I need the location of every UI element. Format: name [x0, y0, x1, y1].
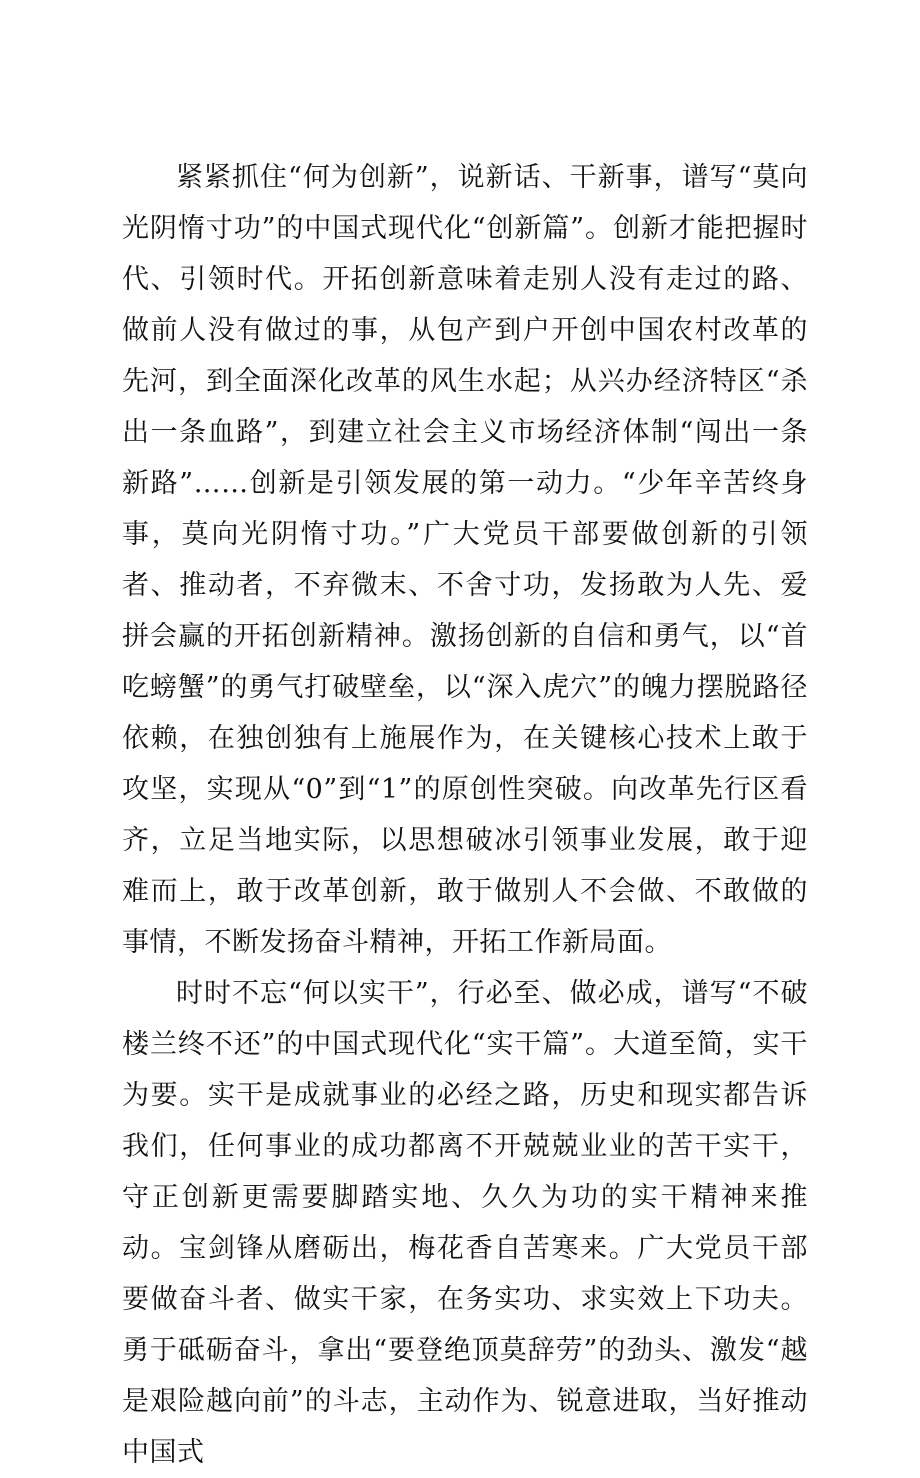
paragraph-hard-work: 时时不忘“何以实干”，行必至、做必成，谱写“不破楼兰终不还”的中国式现代化“实干篇”。大道至简，实干为要。实干是成就事业的必经之路，历史和现实都告诉我们，任何事业的成功都离不开兢兢业业的苦干实干，守正创新更需要脚踏实地、久久为功的实干精神来推动。宝剑锋从磨砺出，梅花香自苦寒来。广大党员干部要做奋斗者、做实干家，在务实功、求实效上下功夫。勇于砥砺奋斗，拿出“要登绝顶莫辞劳”的劲头、激发“越是艰险越向前”的斗志，主动作为、锐意进取，当好推动中国式: [122, 978, 808, 1468]
paragraph-innovation: 紧紧抓住“何为创新”，说新话、干新事，谱写“莫向光阴惰寸功”的中国式现代化“创新篇”。创新才能把握时代、引领时代。开拓创新意味着走别人没有走过的路、做前人没有做过的事，从包产到户开创中国农村改革的先河，到全面深化改革的风生水起；从兴办经济特区“杀出一条血路”，到建立社会主义市场经济体制“闯出一条新路”……创新是引领发展的第一动力。“少年辛苦终身事，莫向光阴惰寸功。”广大党员干部要做创新的引领者、推动者，不弃微末、不舍寸功，发扬敢为人先、爱拼会赢的开拓创新精神。激扬创新的自信和勇气，以“首吃螃蟹”的勇气打破壁垒，以“深入虎穴”的魄力摆脱路径依赖，在独创独有上施展作为，在关键核心技术上敢于攻坚，实现从“0”到“1”的原创性突破。向改革先行区看齐，立足当地实际，以思想破冰引领事业发展，敢于迎难而上，敢于改革创新，敢于做别人不会做、不敢做的事情，不断发扬奋斗精神，开拓工作新局面。: [122, 162, 808, 958]
document-body: [122, 152, 808, 1478]
